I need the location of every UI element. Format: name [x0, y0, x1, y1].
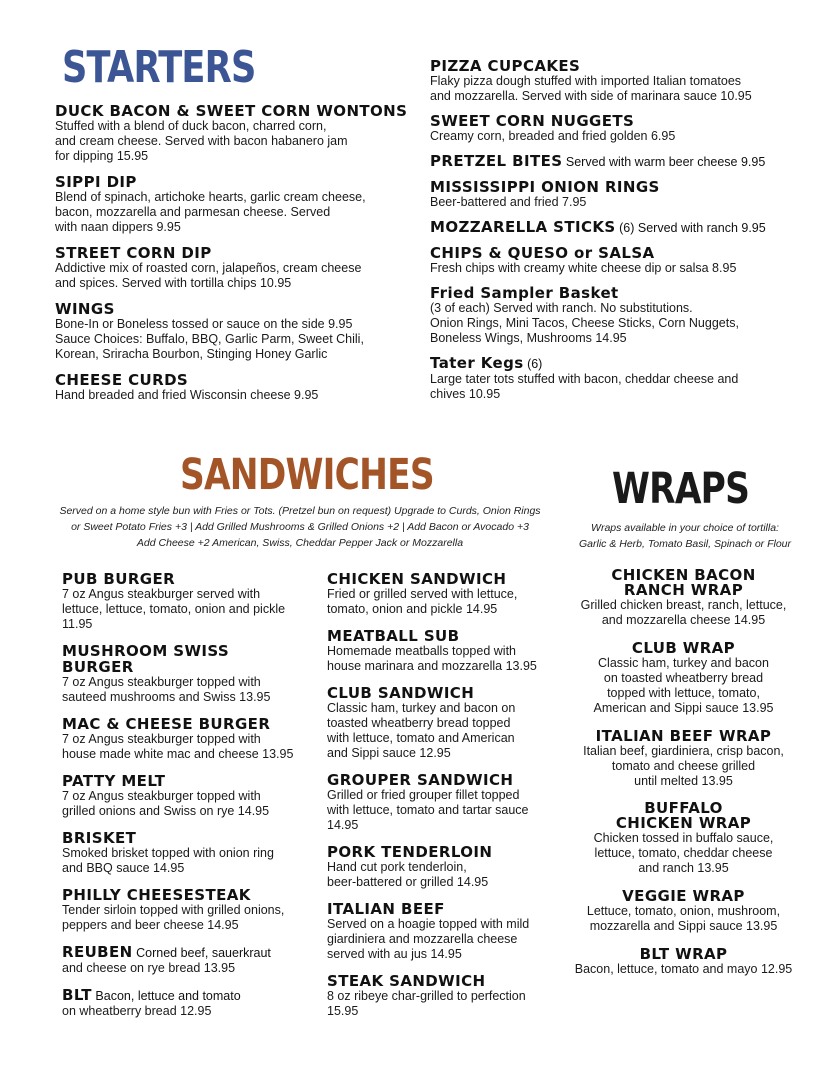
- item-inline-description: (6) Served with ranch 9.95: [615, 221, 766, 235]
- item-description: Fried or grilled served with lettuce, tomato, onion and pickle 14.95: [327, 587, 518, 616]
- sandwiches-middle-column: [327, 571, 562, 1030]
- item-description: on wheatberry bread 12.95: [62, 1004, 212, 1018]
- menu-item: [327, 844, 562, 890]
- menu-item: [430, 245, 810, 276]
- menu-item: [430, 113, 810, 144]
- item-name: CHEESE CURDS: [55, 371, 189, 389]
- item-name: SWEET CORN NUGGETS: [430, 112, 635, 130]
- item-description: 7 oz Angus steakburger topped with sauteed mushrooms and Swiss 13.95: [62, 675, 271, 704]
- menu-item: [430, 219, 810, 236]
- item-inline-description: Corned beef, sauerkraut: [132, 946, 271, 960]
- item-description: 7 oz Angus steakburger topped with grilled onions and Swiss on rye 14.95: [62, 789, 270, 818]
- menu-item: [430, 355, 810, 402]
- item-description: Beer-battered and fried 7.95: [430, 195, 587, 209]
- item-name: SIPPI DIP: [55, 173, 137, 191]
- item-name: CHIPS & QUESO or SALSA: [430, 244, 655, 262]
- menu-item: [566, 640, 801, 716]
- menu-item: [430, 153, 810, 170]
- item-description: Bacon, lettuce, tomato and mayo 12.95: [574, 962, 793, 976]
- menu-item: [430, 58, 810, 104]
- item-description: Creamy corn, breaded and fried golden 6.95: [430, 129, 676, 143]
- item-description: Tender sirloin topped with grilled onions, peppers and beer cheese 14.95: [62, 903, 285, 932]
- menu-item: [430, 179, 810, 210]
- menu-item: [62, 571, 322, 632]
- item-name: CLUB WRAP: [631, 639, 736, 657]
- menu-item: [62, 987, 322, 1019]
- item-name: MUSHROOM SWISS BURGER: [62, 642, 230, 676]
- sandwiches-note: Served on a home style bun with Fries or Tots. (Pretzel bun on request) Upgrade to Curds, Onion Rings or Sweet Potato Fries +3 | Add Grilled Mushrooms & Grilled Onions +2 | Add Bacon or Avocado +3 Add Cheese +2 American, Swiss, Cheddar Pepper Jack or Mozzarella: [59, 505, 541, 549]
- item-name: VEGGIE WRAP: [622, 887, 745, 905]
- item-description: Bone-In or Boneless tossed or sauce on the side 9.95 Sauce Choices: Buffalo, BBQ, Garlic Parm, Sweet Chili, Korean, Sriracha Bourbon, Stinging Honey Garlic: [55, 317, 364, 361]
- item-name: MOZZARELLA STICKS: [430, 218, 616, 236]
- item-name: STEAK SANDWICH: [327, 972, 486, 990]
- menu-item: [62, 830, 322, 876]
- menu-item: [566, 801, 801, 876]
- item-description: Stuffed with a blend of duck bacon, charred corn, and cream cheese. Served with bacon habanero jam for dipping 15.95: [55, 119, 348, 163]
- item-description: Classic ham, turkey and bacon on toasted wheatberry bread topped with lettuce, tomato and American and Sippi sauce 12.95: [327, 701, 516, 760]
- item-name: STREET CORN DIP: [55, 244, 212, 262]
- item-description: Fresh chips with creamy white cheese dip or salsa 8.95: [430, 261, 737, 275]
- item-description: Homemade meatballs topped with house marinara and mozzarella 13.95: [327, 644, 537, 673]
- item-description: Addictive mix of roasted corn, jalapeños, cream cheese and spices. Served with tortilla chips 10.95: [55, 261, 362, 290]
- item-name: CLUB SANDWICH: [327, 684, 475, 702]
- item-name: PHILLY CHEESESTEAK: [62, 886, 251, 904]
- sandwiches-heading: SANDWICHES: [180, 450, 434, 500]
- wraps-heading: WRAPS: [612, 464, 750, 514]
- menu-item: [327, 628, 562, 674]
- item-name: PRETZEL BITES: [430, 152, 563, 170]
- item-name: ITALIAN BEEF WRAP: [595, 727, 772, 745]
- menu-item: [430, 285, 810, 346]
- item-name-line: [430, 219, 810, 236]
- item-description: Flaky pizza dough stuffed with imported Italian tomatoes and mozzarella. Served with side of marinara sauce 10.95: [430, 74, 752, 103]
- item-name: PIZZA CUPCAKES: [430, 57, 581, 75]
- item-name-line: [430, 153, 810, 170]
- menu-item: [55, 103, 420, 164]
- menu-item: [62, 643, 322, 705]
- item-description: and cheese on rye bread 13.95: [62, 961, 236, 975]
- wraps-note: Wraps available in your choice of tortilla: Garlic & Herb, Tomato Basil, Spinach or Flour: [578, 522, 792, 550]
- item-name: PATTY MELT: [62, 772, 166, 790]
- menu-item: [55, 372, 420, 403]
- item-inline-description: Bacon, lettuce and tomato: [91, 989, 241, 1003]
- item-name: PUB BURGER: [62, 570, 176, 588]
- item-name: WINGS: [55, 300, 115, 318]
- menu-item: [55, 174, 420, 235]
- item-name: PORK TENDERLOIN: [327, 843, 493, 861]
- menu-item: [566, 728, 801, 789]
- item-description: Classic ham, turkey and bacon on toasted wheatberry bread topped with lettuce, tomato, American and Sippi sauce 13.95: [593, 656, 774, 715]
- item-name: Fried Sampler Basket: [430, 284, 619, 302]
- item-name: MISSISSIPPI ONION RINGS: [430, 178, 660, 196]
- item-description: Grilled chicken breast, ranch, lettuce, and mozzarella cheese 14.95: [580, 598, 787, 627]
- menu-item: [327, 571, 562, 617]
- item-description: Chicken tossed in buffalo sauce, lettuce, tomato, cheddar cheese and ranch 13.95: [593, 831, 774, 875]
- menu-item: [566, 946, 801, 977]
- item-name-line: [430, 355, 810, 372]
- item-name: GROUPER SANDWICH: [327, 771, 514, 789]
- item-inline-description: (6): [523, 357, 543, 371]
- item-description: Hand breaded and fried Wisconsin cheese 9.95: [55, 388, 319, 402]
- item-name-line: [62, 987, 322, 1004]
- menu-item: [62, 716, 322, 762]
- item-name: MEATBALL SUB: [327, 627, 460, 645]
- item-name: DUCK BACON & SWEET CORN WONTONS: [55, 102, 408, 120]
- item-description: (3 of each) Served with ranch. No substitutions. Onion Rings, Mini Tacos, Cheese Sticks, Corn Nuggets, Boneless Wings, Mushrooms 14.95: [430, 301, 739, 345]
- sandwiches-left-column: [62, 571, 322, 1030]
- item-description: Italian beef, giardiniera, crisp bacon, tomato and cheese grilled until melted 13.95: [583, 744, 784, 788]
- item-name: CHICKEN BACON RANCH WRAP: [611, 566, 756, 599]
- item-name: BLT: [62, 986, 92, 1004]
- menu-item: [62, 887, 322, 933]
- item-description: 7 oz Angus steakburger topped with house made white mac and cheese 13.95: [62, 732, 294, 761]
- item-description: Served on a hoagie topped with mild giardiniera and mozzarella cheese served with au jus 14.95: [327, 917, 530, 961]
- item-name: ITALIAN BEEF: [327, 900, 445, 918]
- menu-item: [62, 944, 322, 976]
- menu-item: [566, 568, 801, 628]
- menu-item: [566, 888, 801, 934]
- item-description: 8 oz ribeye char-grilled to perfection 15.95: [327, 989, 526, 1018]
- item-description: 7 oz Angus steakburger served with lettuce, lettuce, tomato, onion and pickle 11.95: [62, 587, 286, 631]
- menu-item: [62, 773, 322, 819]
- menu-item: [327, 772, 562, 833]
- item-inline-description: Served with warm beer cheese 9.95: [562, 155, 766, 169]
- item-name: MAC & CHEESE BURGER: [62, 715, 271, 733]
- menu-item: [55, 245, 420, 291]
- wraps-column: [566, 568, 801, 989]
- menu-item: [327, 685, 562, 761]
- item-name: BUFFALO CHICKEN WRAP: [615, 799, 752, 832]
- item-name: BLT WRAP: [639, 945, 728, 963]
- item-name-line: [62, 944, 322, 961]
- starters-right-column: [430, 58, 810, 411]
- item-name: REUBEN: [62, 943, 133, 961]
- item-name: Tater Kegs: [430, 354, 524, 372]
- menu-item: [55, 301, 420, 362]
- starters-left-column: [55, 103, 420, 413]
- menu-item: [327, 973, 562, 1019]
- item-description: Blend of spinach, artichoke hearts, garlic cream cheese, bacon, mozzarella and parmesan cheese. Served with naan dippers 9.95: [55, 190, 366, 234]
- menu-item: [327, 901, 562, 962]
- item-description: Smoked brisket topped with onion ring and BBQ sauce 14.95: [62, 846, 274, 875]
- item-name: BRISKET: [62, 829, 137, 847]
- item-description: Lettuce, tomato, onion, mushroom, mozzarella and Sippi sauce 13.95: [586, 904, 781, 933]
- starters-heading: STARTERS: [62, 42, 256, 93]
- item-description: Large tater tots stuffed with bacon, cheddar cheese and chives 10.95: [430, 372, 739, 401]
- item-description: Grilled or fried grouper fillet topped with lettuce, tomato and tartar sauce 14.95: [327, 788, 529, 832]
- item-name: CHICKEN SANDWICH: [327, 570, 507, 588]
- item-description: Hand cut pork tenderloin, beer-battered or grilled 14.95: [327, 860, 489, 889]
